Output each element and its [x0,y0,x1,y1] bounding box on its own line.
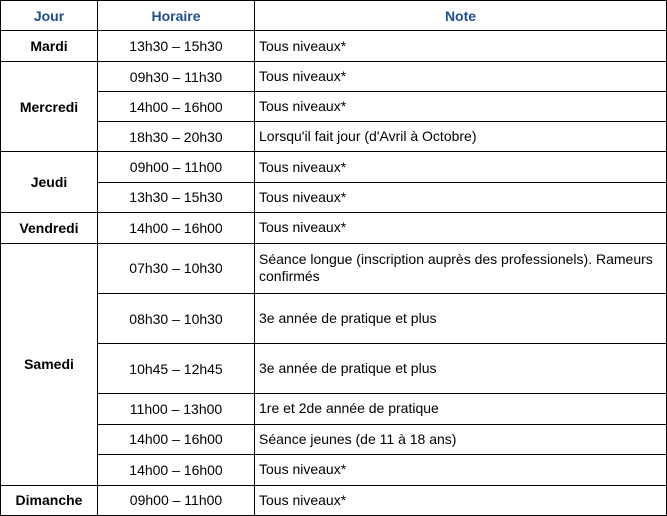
table-row [1,92,667,122]
table-row [1,62,667,92]
table-row [1,182,667,212]
table-row [1,152,667,182]
note-cell: 3e année de pratique et plus [255,344,667,394]
day-mercredi: Mercredi [1,62,98,152]
time-cell: 08h30 – 10h30 [98,294,255,344]
note-cell: Tous niveaux* [255,62,667,92]
time-cell: 07h30 – 10h30 [98,243,255,293]
note-cell: Tous niveaux* [255,212,667,243]
table-row [1,344,667,394]
table-row [1,243,667,293]
table-row [1,485,667,515]
time-cell: 13h30 – 15h30 [98,31,255,62]
note-cell: Tous niveaux* [255,454,667,485]
time-cell: 09h00 – 11h00 [98,485,255,515]
time-cell: 14h00 – 16h00 [98,92,255,122]
note-cell: Tous niveaux* [255,485,667,515]
header-row [1,1,667,31]
table-row [1,424,667,454]
time-cell: 11h00 – 13h00 [98,394,255,424]
note-cell: Lorsqu'il fait jour (d'Avril à Octobre) [255,122,667,152]
table-row [1,454,667,485]
time-cell: 14h00 – 16h00 [98,454,255,485]
day-vendredi: Vendredi [1,212,98,243]
table-row [1,394,667,424]
header-note: Note [255,1,667,31]
day-jeudi: Jeudi [1,152,98,212]
table-row [1,294,667,344]
day-samedi: Samedi [1,243,98,485]
note-cell: Tous niveaux* [255,182,667,212]
time-cell: 14h00 – 16h00 [98,212,255,243]
time-cell: 09h30 – 11h30 [98,62,255,92]
table-row [1,122,667,152]
note-cell: 3e année de pratique et plus [255,294,667,344]
time-cell: 10h45 – 12h45 [98,344,255,394]
time-cell: 14h00 – 16h00 [98,424,255,454]
table-row [1,31,667,62]
time-cell: 09h00 – 11h00 [98,152,255,182]
header-day: Jour [1,1,98,31]
note-cell: Séance jeunes (de 11 à 18 ans) [255,424,667,454]
header-time: Horaire [98,1,255,31]
note-cell: 1re et 2de année de pratique [255,394,667,424]
time-cell: 18h30 – 20h30 [98,122,255,152]
note-cell: Tous niveaux* [255,92,667,122]
time-cell: 13h30 – 15h30 [98,182,255,212]
table-row [1,212,667,243]
day-mardi: Mardi [1,31,98,62]
note-cell: Tous niveaux* [255,31,667,62]
note-cell: Tous niveaux* [255,152,667,182]
day-dimanche: Dimanche [1,485,98,515]
note-cell: Séance longue (inscription auprès des professionels). Rameurs confirmés [255,243,667,293]
